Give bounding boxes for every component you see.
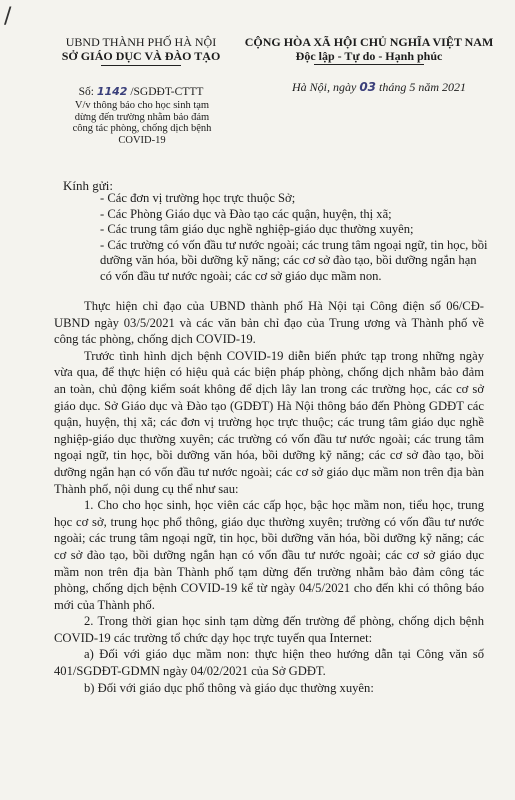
national-header: [224, 36, 514, 65]
body-paragraph: 2. Trong thời gian học sinh tạm dừng đến trường để phòng, chống dịch bệnh COVID-19 các trường tổ chức dạy học trực tuyến qua Internet:: [54, 614, 484, 645]
handwritten-mark-icon: /: [4, 4, 12, 29]
doc-number-suffix: /SGDĐT-CTTT: [127, 86, 204, 98]
body-paragraph: Thực hiện chỉ đạo của UBND thành phố Hà Nội tại Công điện số 06/CĐ-UBND ngày 03/5/2021 và các văn bản chỉ đạo của Trung ương và Thành phố về công tác phòng, chống dịch COVID-19.: [54, 299, 484, 347]
date-before: Hà Nội, ngày: [291, 80, 360, 94]
recipient-item: - Các Phòng Giáo dục và Đào tạo các quận, huyện, thị xã;: [100, 206, 392, 221]
document-subject: [62, 100, 222, 146]
subject-line: dừng đến trường nhằm bảo đảm: [74, 111, 210, 123]
date-after: tháng 5 năm 2021: [376, 80, 467, 94]
recipient-item: - Các trung tâm giáo dục nghề nghiệp-giáo dục thường xuyên;: [100, 222, 414, 237]
issuing-agency-header: [46, 36, 236, 66]
motto-underline: [314, 64, 424, 65]
doc-number-handwritten: 1142: [96, 85, 128, 98]
document-number: [46, 85, 236, 98]
addressee-label: Kính gửi:: [63, 178, 114, 193]
agency-name: SỞ GIÁO DỤC VÀ ĐÀO TẠO: [61, 48, 221, 63]
recipient-item: - Các đơn vị trường học trực thuộc Sở;: [100, 191, 296, 205]
doc-number-prefix: Số:: [78, 86, 97, 98]
body-paragraph: Trước tình hình dịch bệnh COVID-19 diễn biến phức tạp trong những ngày vừa qua, để thực hiện có hiệu quả các biện pháp phòng, chống dịch nhằm bảo đảm an toàn, chủ động kiểm soát không để dịch lây lan trong các trường học, các cơ sở giáo dục. Sở Giáo dục và Đào tạo (GDĐT) Hà Nội thông báo đến Phòng GDĐT các quận, huyện, thị xã; các đơn vị trường học trực thuộc; các trung tâm giáo dục nghề nghiệp-giáo dục thường xuyên; các trường có vốn đầu tư nước ngoài; các trung tâm ngoại ngữ, tin học, bồi dưỡng văn hóa, bồi dưỡng kỹ năng; các cơ sở đào tạo, bồi dưỡng ngắn hạn có vốn đầu tư nước ngoài; các cơ sở giáo dục mầm non trên địa bàn Thành phố, nội dung cụ thể như sau:: [54, 348, 484, 496]
agency-parent: UBND THÀNH PHỐ HÀ NỘI: [65, 35, 217, 49]
national-motto: Độc lập - Tự do - Hạnh phúc: [295, 48, 443, 63]
body-paragraph: b) Đối với giáo dục phổ thông và giáo dục thường xuyên:: [84, 680, 374, 695]
subject-line: công tác phòng, chống dịch bệnh: [72, 123, 212, 134]
place-date-line: [244, 80, 514, 95]
recipient-list: [100, 191, 490, 285]
recipient-item: - Các trường có vốn đầu tư nước ngoài; các trung tâm ngoại ngữ, tin học, bồi dưỡng văn hóa, bồi dưỡng kỹ năng; các cơ sở đào tạo, bồi dưỡng ngắn hạn có vốn đầu tư nước ngoài; các cơ sở giáo dục mầm non.: [100, 237, 488, 283]
date-day-handwritten: 03: [359, 80, 377, 94]
body-paragraph: 1. Cho cho học sinh, học viên các cấp học, bậc học mầm non, tiểu học, trung học cơ sở, trung học phổ thông, giáo dục thường xuyên; trường có vốn đầu tư nước ngoài; các trung tâm ngoại ngữ, tin học, bồi dưỡng văn hóa, bồi dưỡng kỹ năng; các cơ sở đào tạo, bồi dưỡng ngắn hạn có vốn đầu tư nước ngoài; các cơ sở giáo dục mầm non trên địa bàn Thành phố tạm dừng đến trường nhằm bảo đảm công tác phòng, chống dịch bệnh COVID-19 kể từ ngày 04/5/2021 cho đến khi có thông báo mới của Thành phố.: [54, 498, 484, 612]
agency-underline: [101, 65, 181, 66]
document-body: [54, 298, 484, 696]
body-paragraph: a) Đối với giáo dục mầm non: thực hiện theo hướng dẫn tại Công văn số 401/SGDĐT-GDMN ngày 04/02/2021 của Sở GDĐT.: [54, 647, 484, 679]
subject-line: COVID-19: [118, 134, 166, 146]
subject-line: V/v thông báo cho học sinh tạm: [74, 100, 210, 111]
national-title: CỘNG HÒA XÃ HỘI CHỦ NGHĨA VIỆT NAM: [244, 35, 494, 49]
